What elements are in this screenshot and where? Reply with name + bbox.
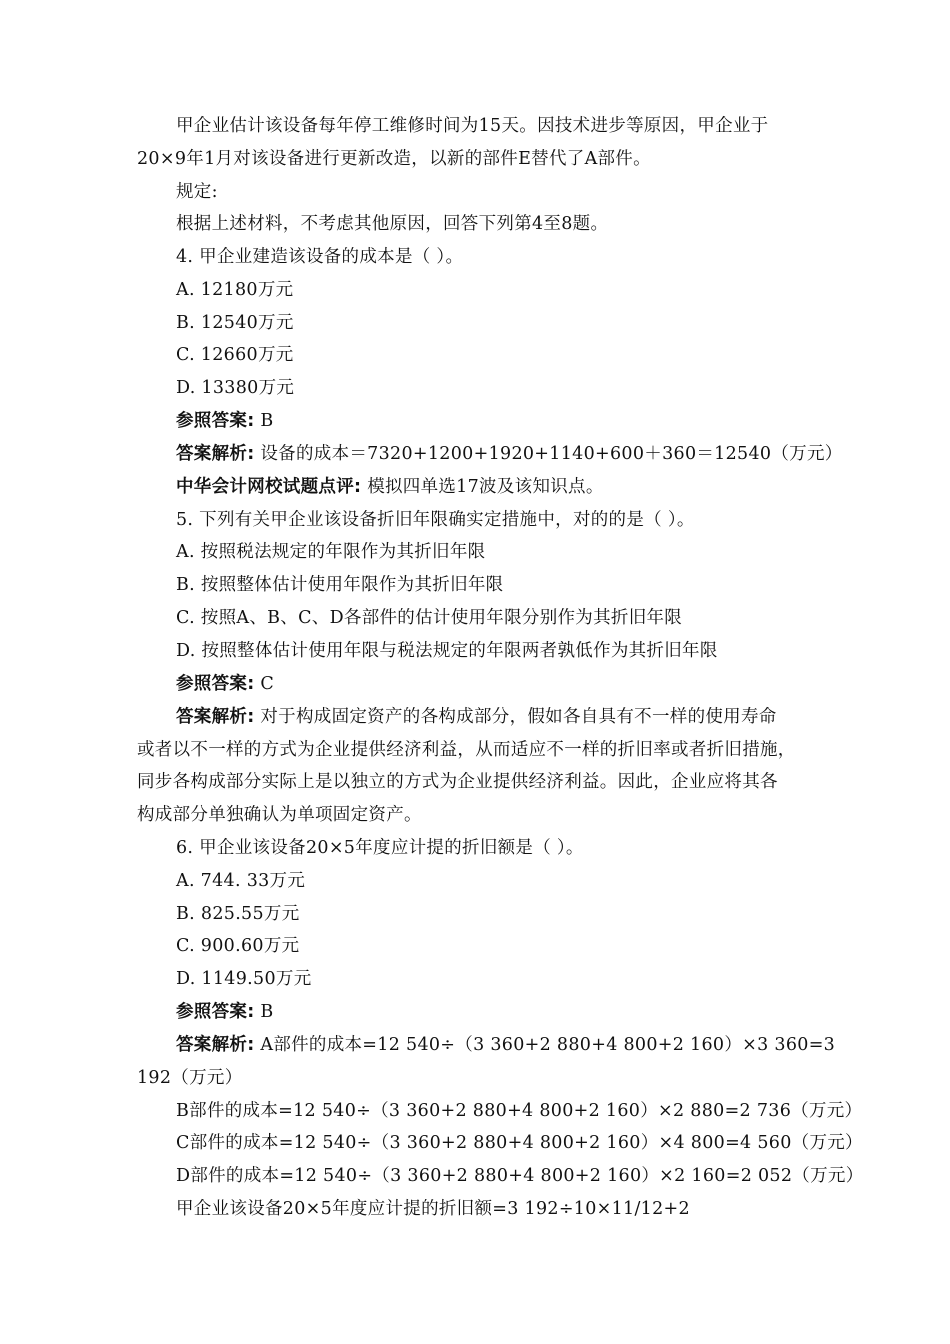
question-5-option-a: A. 按照税法规定的年限作为其折旧年限 — [176, 542, 486, 562]
question-5-analysis-line-1 — [176, 705, 777, 729]
answer-label: 参照答案: — [176, 1002, 255, 1022]
analysis-text: 设备的成本＝7320+1200+1920+1140+600＋360＝12540（万元） — [260, 444, 843, 464]
question-6-analysis-line-3: B部件的成本=12 540÷（3 360+2 880+4 800+2 160）×2 880=2 736（万元） — [176, 1101, 863, 1121]
answer-value: C — [260, 674, 275, 694]
question-4-option-b: B. 12540万元 — [176, 313, 294, 333]
question-5-option-d: D. 按照整体估计使用年限与税法规定的年限两者孰低作为其折旧年限 — [176, 641, 718, 661]
question-5-analysis-line-2: 或者以不一样的方式为企业提供经济利益，从而适应不一样的折旧率或者折旧措施， — [137, 740, 796, 760]
analysis-text: 对于构成固定资产的各构成部分，假如各自具有不一样的使用寿命 — [260, 707, 777, 727]
answer-value: B — [260, 411, 274, 431]
question-4-option-c: C. 12660万元 — [176, 345, 294, 365]
instruction-text: 根据上述材料，不考虑其他原因，回答下列第4至8题。 — [176, 214, 609, 234]
question-4-option-a: A. 12180万元 — [176, 280, 294, 300]
answer-label: 参照答案: — [176, 674, 255, 694]
question-6-analysis-line-4: C部件的成本=12 540÷（3 360+2 880+4 800+2 160）×4 800=4 560（万元） — [176, 1133, 863, 1153]
question-5-option-b: B. 按照整体估计使用年限作为其折旧年限 — [176, 575, 504, 595]
question-4-comment — [176, 475, 604, 499]
analysis-label: 答案解析: — [176, 444, 255, 464]
answer-label: 参照答案: — [176, 411, 255, 431]
question-6-stem: 6. 甲企业该设备20×5年度应计提的折旧额是（ ）。 — [176, 838, 584, 858]
question-6-analysis-line-2: 192（万元） — [137, 1068, 243, 1088]
question-5-stem: 5. 下列有关甲企业该设备折旧年限确实定措施中，对的的是（ ）。 — [176, 510, 695, 530]
question-4-answer — [176, 409, 274, 433]
question-5-option-c: C. 按照A、B、C、D各部件的估计使用年限分别作为其折旧年限 — [176, 608, 683, 628]
question-6-analysis-line-6: 甲企业该设备20×5年度应计提的折旧额=3 192÷10×11/12+2 — [176, 1199, 690, 1219]
intro-paragraph-line-2: 20×9年1月对该设备进行更新改造，以新的部件E替代了A部件。 — [137, 149, 651, 169]
question-6-option-c: C. 900.60万元 — [176, 936, 300, 956]
question-5-analysis-line-4: 构成部分单独确认为单项固定资产。 — [137, 805, 422, 825]
question-6-answer — [176, 1000, 274, 1024]
analysis-label: 答案解析: — [176, 1035, 255, 1055]
analysis-text: A部件的成本=12 540÷（3 360+2 880+4 800+2 160）×3 360=3 — [260, 1035, 836, 1055]
question-6-analysis-line-1 — [176, 1033, 835, 1057]
question-6-analysis-line-5: D部件的成本=12 540÷（3 360+2 880+4 800+2 160）×2 160=2 052（万元） — [176, 1166, 864, 1186]
intro-paragraph-line-1: 甲企业估计该设备每年停工维修时间为15天。因技术进步等原因，甲企业于 — [176, 116, 769, 136]
question-4-stem: 4. 甲企业建造该设备的成本是（ ）。 — [176, 247, 464, 267]
question-4-option-d: D. 13380万元 — [176, 378, 295, 398]
question-4-analysis — [176, 442, 843, 466]
question-6-option-d: D. 1149.50万元 — [176, 969, 312, 989]
question-5-analysis-line-3: 同步各构成部分实际上是以独立的方式为企业提供经济利益。因此，企业应将其各 — [137, 772, 778, 792]
rule-label: 规定: — [176, 182, 218, 202]
answer-value: B — [260, 1002, 274, 1022]
comment-text: 模拟四单选17波及该知识点。 — [367, 477, 604, 497]
question-5-answer — [176, 672, 274, 696]
question-6-option-a: A. 744. 33万元 — [176, 871, 306, 891]
comment-label: 中华会计网校试题点评: — [176, 477, 362, 497]
question-6-option-b: B. 825.55万元 — [176, 904, 300, 924]
analysis-label: 答案解析: — [176, 707, 255, 727]
